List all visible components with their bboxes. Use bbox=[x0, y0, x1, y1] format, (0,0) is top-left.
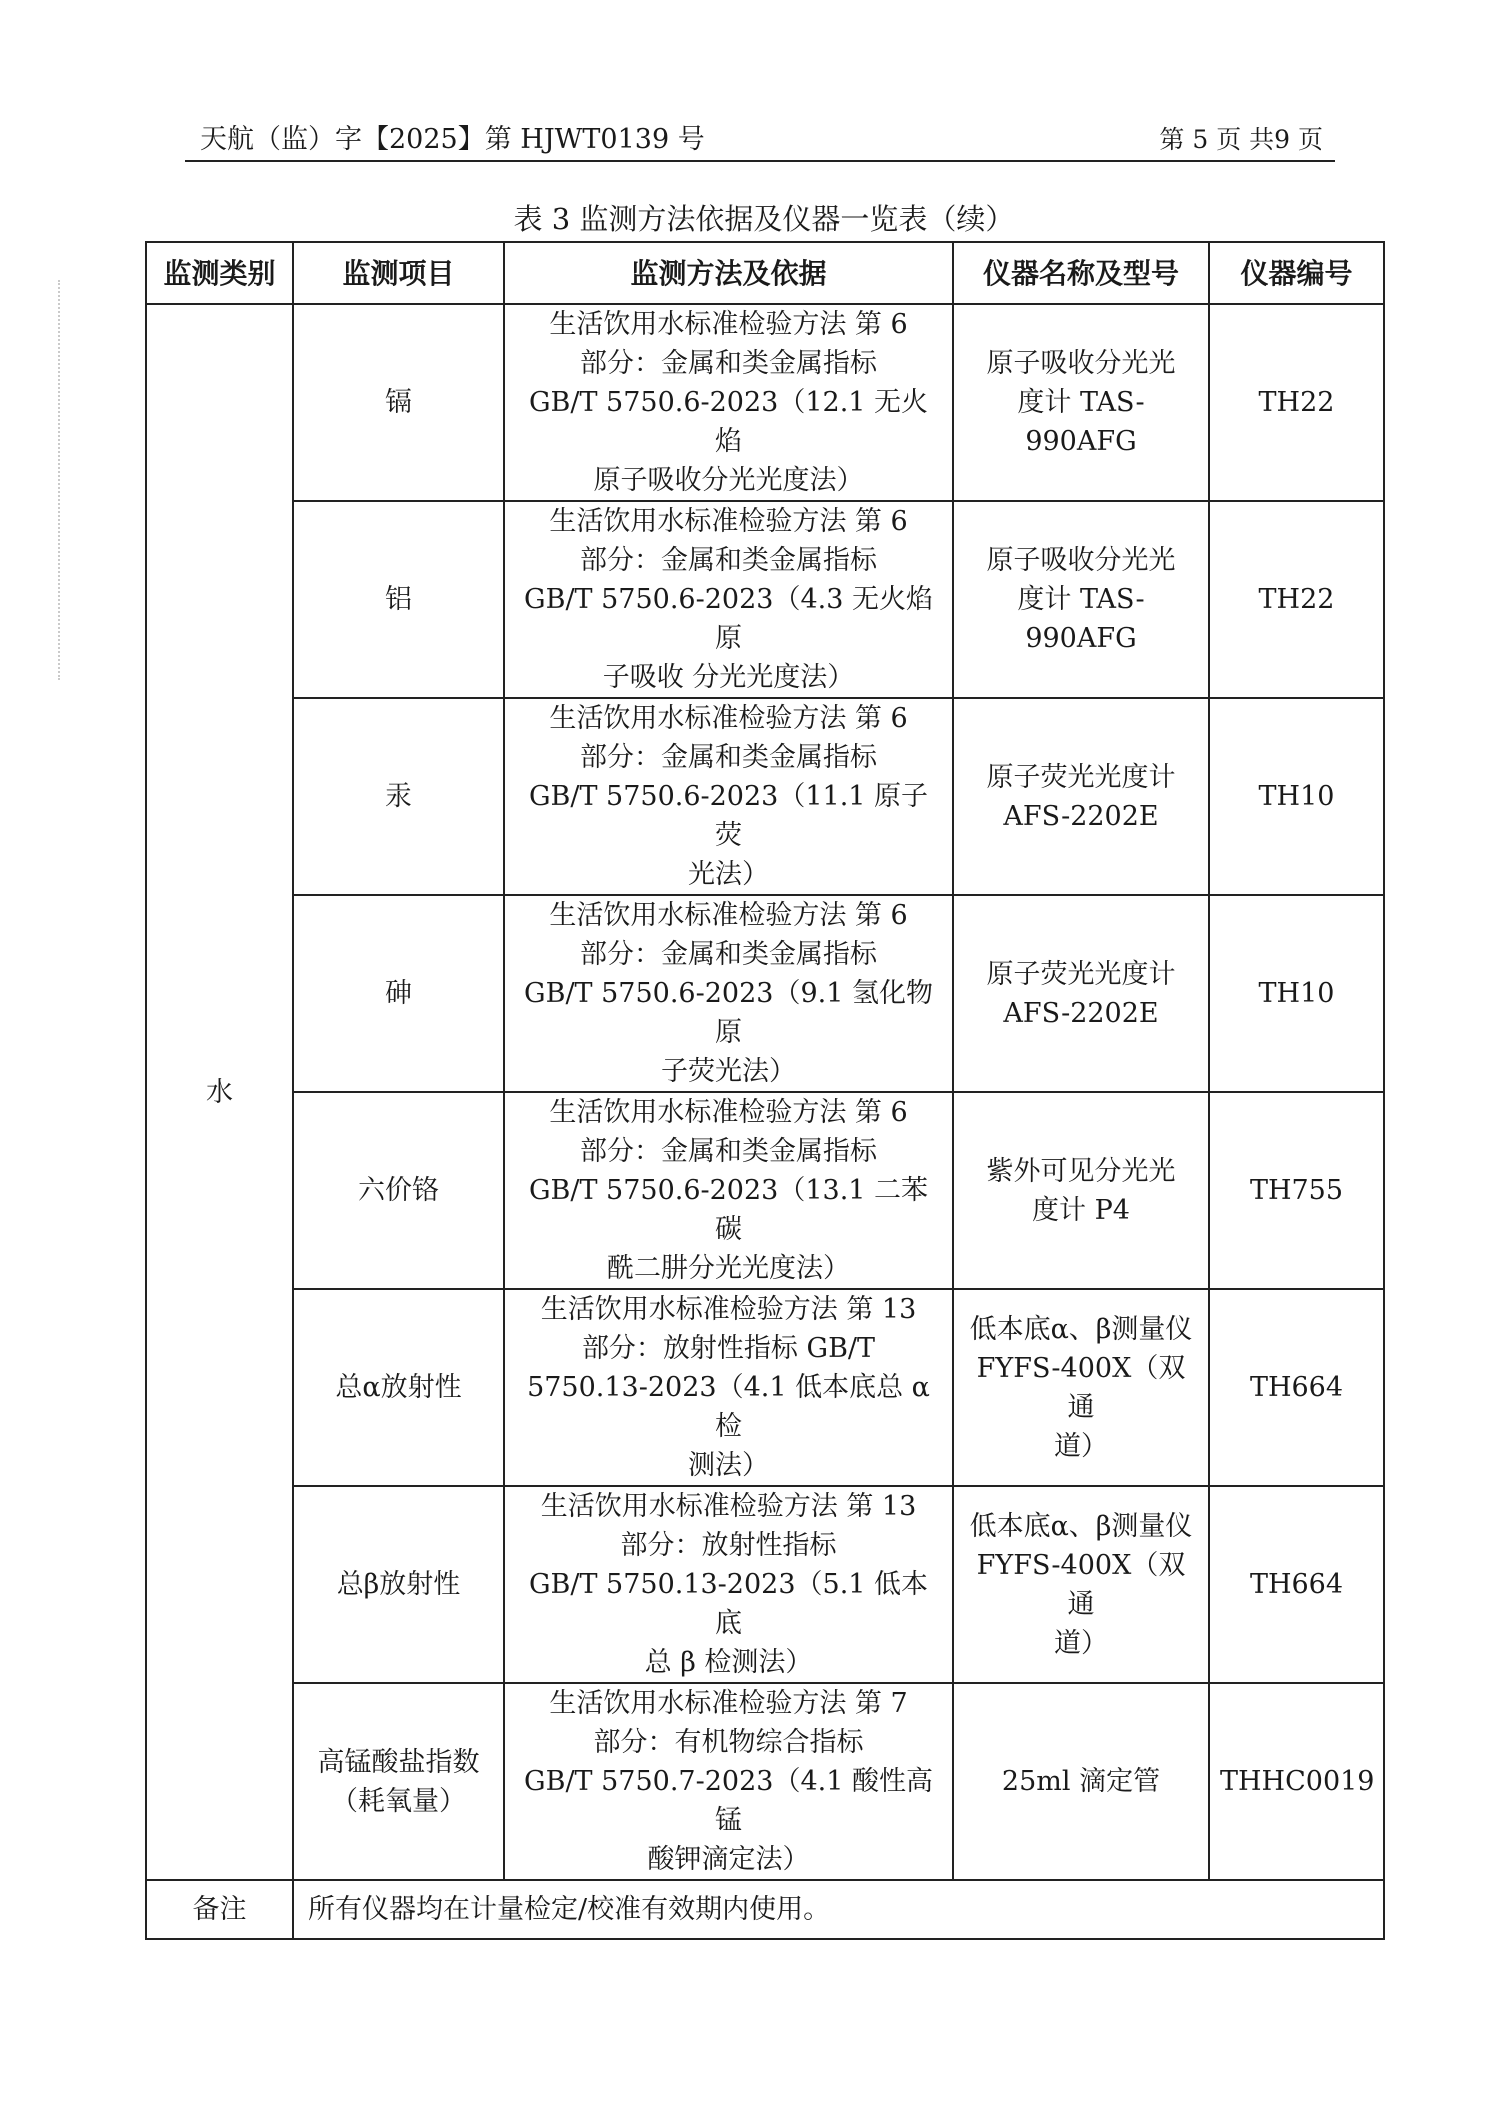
method-line: 部分：放射性指标 bbox=[620, 1530, 837, 1561]
method-cell bbox=[504, 501, 953, 698]
method-line: 部分：金属和类金属指标 bbox=[580, 939, 877, 970]
column-header-category: 监测类别 bbox=[146, 242, 293, 304]
method-line: 生活饮用水标准检验方法 第 13 bbox=[540, 1294, 917, 1325]
method-line: 部分：金属和类金属指标 bbox=[580, 742, 877, 773]
method-line: GB/T 5750.6-2023（9.1 氢化物原 bbox=[524, 978, 933, 1048]
item-line: 高锰酸盐指数 bbox=[317, 1746, 480, 1778]
instrument-line: 度计 TAS-990AFG bbox=[1017, 584, 1145, 654]
table-header-row bbox=[146, 242, 1384, 304]
method-line: GB/T 5750.13-2023（5.1 低本底 bbox=[528, 1569, 929, 1639]
column-header-id: 仪器编号 bbox=[1209, 242, 1384, 304]
method-cell bbox=[504, 895, 953, 1092]
instrument-id-cell: TH22 bbox=[1209, 304, 1384, 501]
method-cell bbox=[504, 1683, 953, 1880]
method-line: GB/T 5750.6-2023（13.1 二苯碳 bbox=[528, 1175, 929, 1245]
instrument-id-cell: TH755 bbox=[1209, 1092, 1384, 1289]
instrument-cell bbox=[953, 1486, 1209, 1683]
column-header-method: 监测方法及依据 bbox=[504, 242, 953, 304]
table-row bbox=[146, 1486, 1384, 1683]
method-line: 总 β 检测法） bbox=[644, 1647, 813, 1678]
instrument-line: 原子荧光光度计 bbox=[986, 761, 1176, 793]
method-line: GB/T 5750.6-2023（4.3 无火焰原 bbox=[524, 584, 933, 654]
method-line: 生活饮用水标准检验方法 第 6 bbox=[549, 1097, 908, 1128]
instrument-line: 度计 TAS-990AFG bbox=[1017, 387, 1145, 457]
instrument-line: 紫外可见分光光 bbox=[986, 1155, 1176, 1187]
table-row bbox=[146, 1683, 1384, 1880]
method-cell bbox=[504, 1092, 953, 1289]
method-line: 酰二肼分光光度法） bbox=[607, 1253, 850, 1284]
method-line: GB/T 5750.7-2023（4.1 酸性高锰 bbox=[524, 1766, 933, 1836]
item-cell bbox=[293, 1486, 504, 1683]
method-line: 部分：金属和类金属指标 bbox=[580, 545, 877, 576]
method-line: 部分：放射性指标 GB/T bbox=[581, 1333, 876, 1364]
item-line: 总α放射性 bbox=[335, 1372, 462, 1403]
note-row bbox=[146, 1880, 1384, 1939]
method-line: 光法） bbox=[688, 859, 769, 890]
item-line: 总β放射性 bbox=[336, 1569, 461, 1600]
table-row bbox=[146, 698, 1384, 895]
instrument-cell bbox=[953, 895, 1209, 1092]
instrument-cell bbox=[953, 1683, 1209, 1880]
category-cell: 水 bbox=[146, 304, 293, 1880]
table-row bbox=[146, 501, 1384, 698]
methods-table bbox=[145, 241, 1385, 1940]
table-title: 表 3 监测方法依据及仪器一览表（续） bbox=[513, 202, 1015, 236]
method-line: 测法） bbox=[688, 1450, 769, 1481]
instrument-id-cell: TH10 bbox=[1209, 895, 1384, 1092]
instrument-cell bbox=[953, 698, 1209, 895]
instrument-line: 道） bbox=[1054, 1627, 1108, 1659]
instrument-line: 低本底α、β测量仪 bbox=[969, 1510, 1193, 1542]
page-header bbox=[185, 118, 1335, 162]
method-line: 生活饮用水标准检验方法 第 6 bbox=[549, 506, 908, 537]
item-line: 镉 bbox=[385, 387, 412, 418]
instrument-line: FYFS-400X（双通 bbox=[976, 1549, 1186, 1620]
method-cell bbox=[504, 698, 953, 895]
instrument-cell bbox=[953, 1092, 1209, 1289]
item-cell bbox=[293, 698, 504, 895]
page-number: 第 5 页 共9 页 bbox=[1159, 125, 1323, 154]
note-text: 所有仪器均在计量检定/校准有效期内使用。 bbox=[293, 1880, 1384, 1939]
method-cell bbox=[504, 1486, 953, 1683]
instrument-line: 道） bbox=[1054, 1430, 1108, 1462]
item-cell bbox=[293, 501, 504, 698]
instrument-id-cell: THHC0019 bbox=[1209, 1683, 1384, 1880]
method-cell bbox=[504, 1289, 953, 1486]
item-line: （耗氧量） bbox=[331, 1785, 466, 1817]
instrument-line: AFS-2202E bbox=[1003, 997, 1159, 1029]
method-line: 子吸收 分光光度法） bbox=[602, 662, 855, 693]
method-line: 子荧光法） bbox=[661, 1056, 796, 1087]
note-label: 备注 bbox=[146, 1880, 293, 1939]
method-cell bbox=[504, 304, 953, 501]
table-body bbox=[146, 304, 1384, 1939]
method-line: 生活饮用水标准检验方法 第 6 bbox=[549, 309, 908, 340]
table-row bbox=[146, 1289, 1384, 1486]
item-cell bbox=[293, 895, 504, 1092]
item-cell bbox=[293, 304, 504, 501]
instrument-cell bbox=[953, 501, 1209, 698]
instrument-cell bbox=[953, 304, 1209, 501]
method-line: 部分：金属和类金属指标 bbox=[580, 1136, 877, 1167]
instrument-id-cell: TH10 bbox=[1209, 698, 1384, 895]
instrument-line: 原子荧光光度计 bbox=[986, 958, 1176, 990]
item-cell bbox=[293, 1289, 504, 1486]
table-row bbox=[146, 304, 1384, 501]
item-line: 铝 bbox=[385, 584, 412, 615]
method-line: 生活饮用水标准检验方法 第 6 bbox=[549, 900, 908, 931]
table-row bbox=[146, 895, 1384, 1092]
method-line: 生活饮用水标准检验方法 第 6 bbox=[549, 703, 908, 734]
instrument-cell bbox=[953, 1289, 1209, 1486]
instrument-id-cell: TH664 bbox=[1209, 1289, 1384, 1486]
table-row bbox=[146, 1092, 1384, 1289]
column-header-instrument: 仪器名称及型号 bbox=[953, 242, 1209, 304]
instrument-id-cell: TH22 bbox=[1209, 501, 1384, 698]
document-number: 天航（监）字【2025】第 HJWT0139 号 bbox=[200, 124, 705, 155]
item-line: 汞 bbox=[385, 781, 412, 812]
method-line: 酸钾滴定法） bbox=[647, 1844, 810, 1875]
instrument-line: 25ml 滴定管 bbox=[1001, 1766, 1161, 1797]
column-header-item: 监测项目 bbox=[293, 242, 504, 304]
method-line: 生活饮用水标准检验方法 第 13 bbox=[540, 1491, 917, 1522]
method-line: GB/T 5750.6-2023（12.1 无火焰 bbox=[528, 387, 929, 457]
instrument-line: 原子吸收分光光 bbox=[986, 348, 1176, 379]
scan-edge-marks bbox=[58, 280, 70, 680]
instrument-line: 低本底α、β测量仪 bbox=[969, 1313, 1193, 1345]
method-line: GB/T 5750.6-2023（11.1 原子荧 bbox=[528, 781, 929, 851]
instrument-line: 度计 P4 bbox=[1032, 1194, 1130, 1226]
method-line: 生活饮用水标准检验方法 第 7 bbox=[549, 1688, 908, 1719]
method-line: 部分：金属和类金属指标 bbox=[580, 348, 877, 379]
instrument-line: 原子吸收分光光 bbox=[986, 545, 1176, 576]
item-cell bbox=[293, 1683, 504, 1880]
instrument-line: FYFS-400X（双通 bbox=[976, 1352, 1186, 1423]
method-line: 原子吸收分光光度法） bbox=[593, 465, 864, 496]
instrument-line: AFS-2202E bbox=[1003, 800, 1159, 832]
instrument-id-cell: TH664 bbox=[1209, 1486, 1384, 1683]
item-line: 砷 bbox=[385, 978, 412, 1009]
item-cell bbox=[293, 1092, 504, 1289]
method-line: 部分：有机物综合指标 bbox=[593, 1727, 864, 1758]
item-line: 六价铬 bbox=[358, 1175, 439, 1206]
method-line: 5750.13-2023（4.1 低本底总 α 检 bbox=[527, 1372, 930, 1442]
